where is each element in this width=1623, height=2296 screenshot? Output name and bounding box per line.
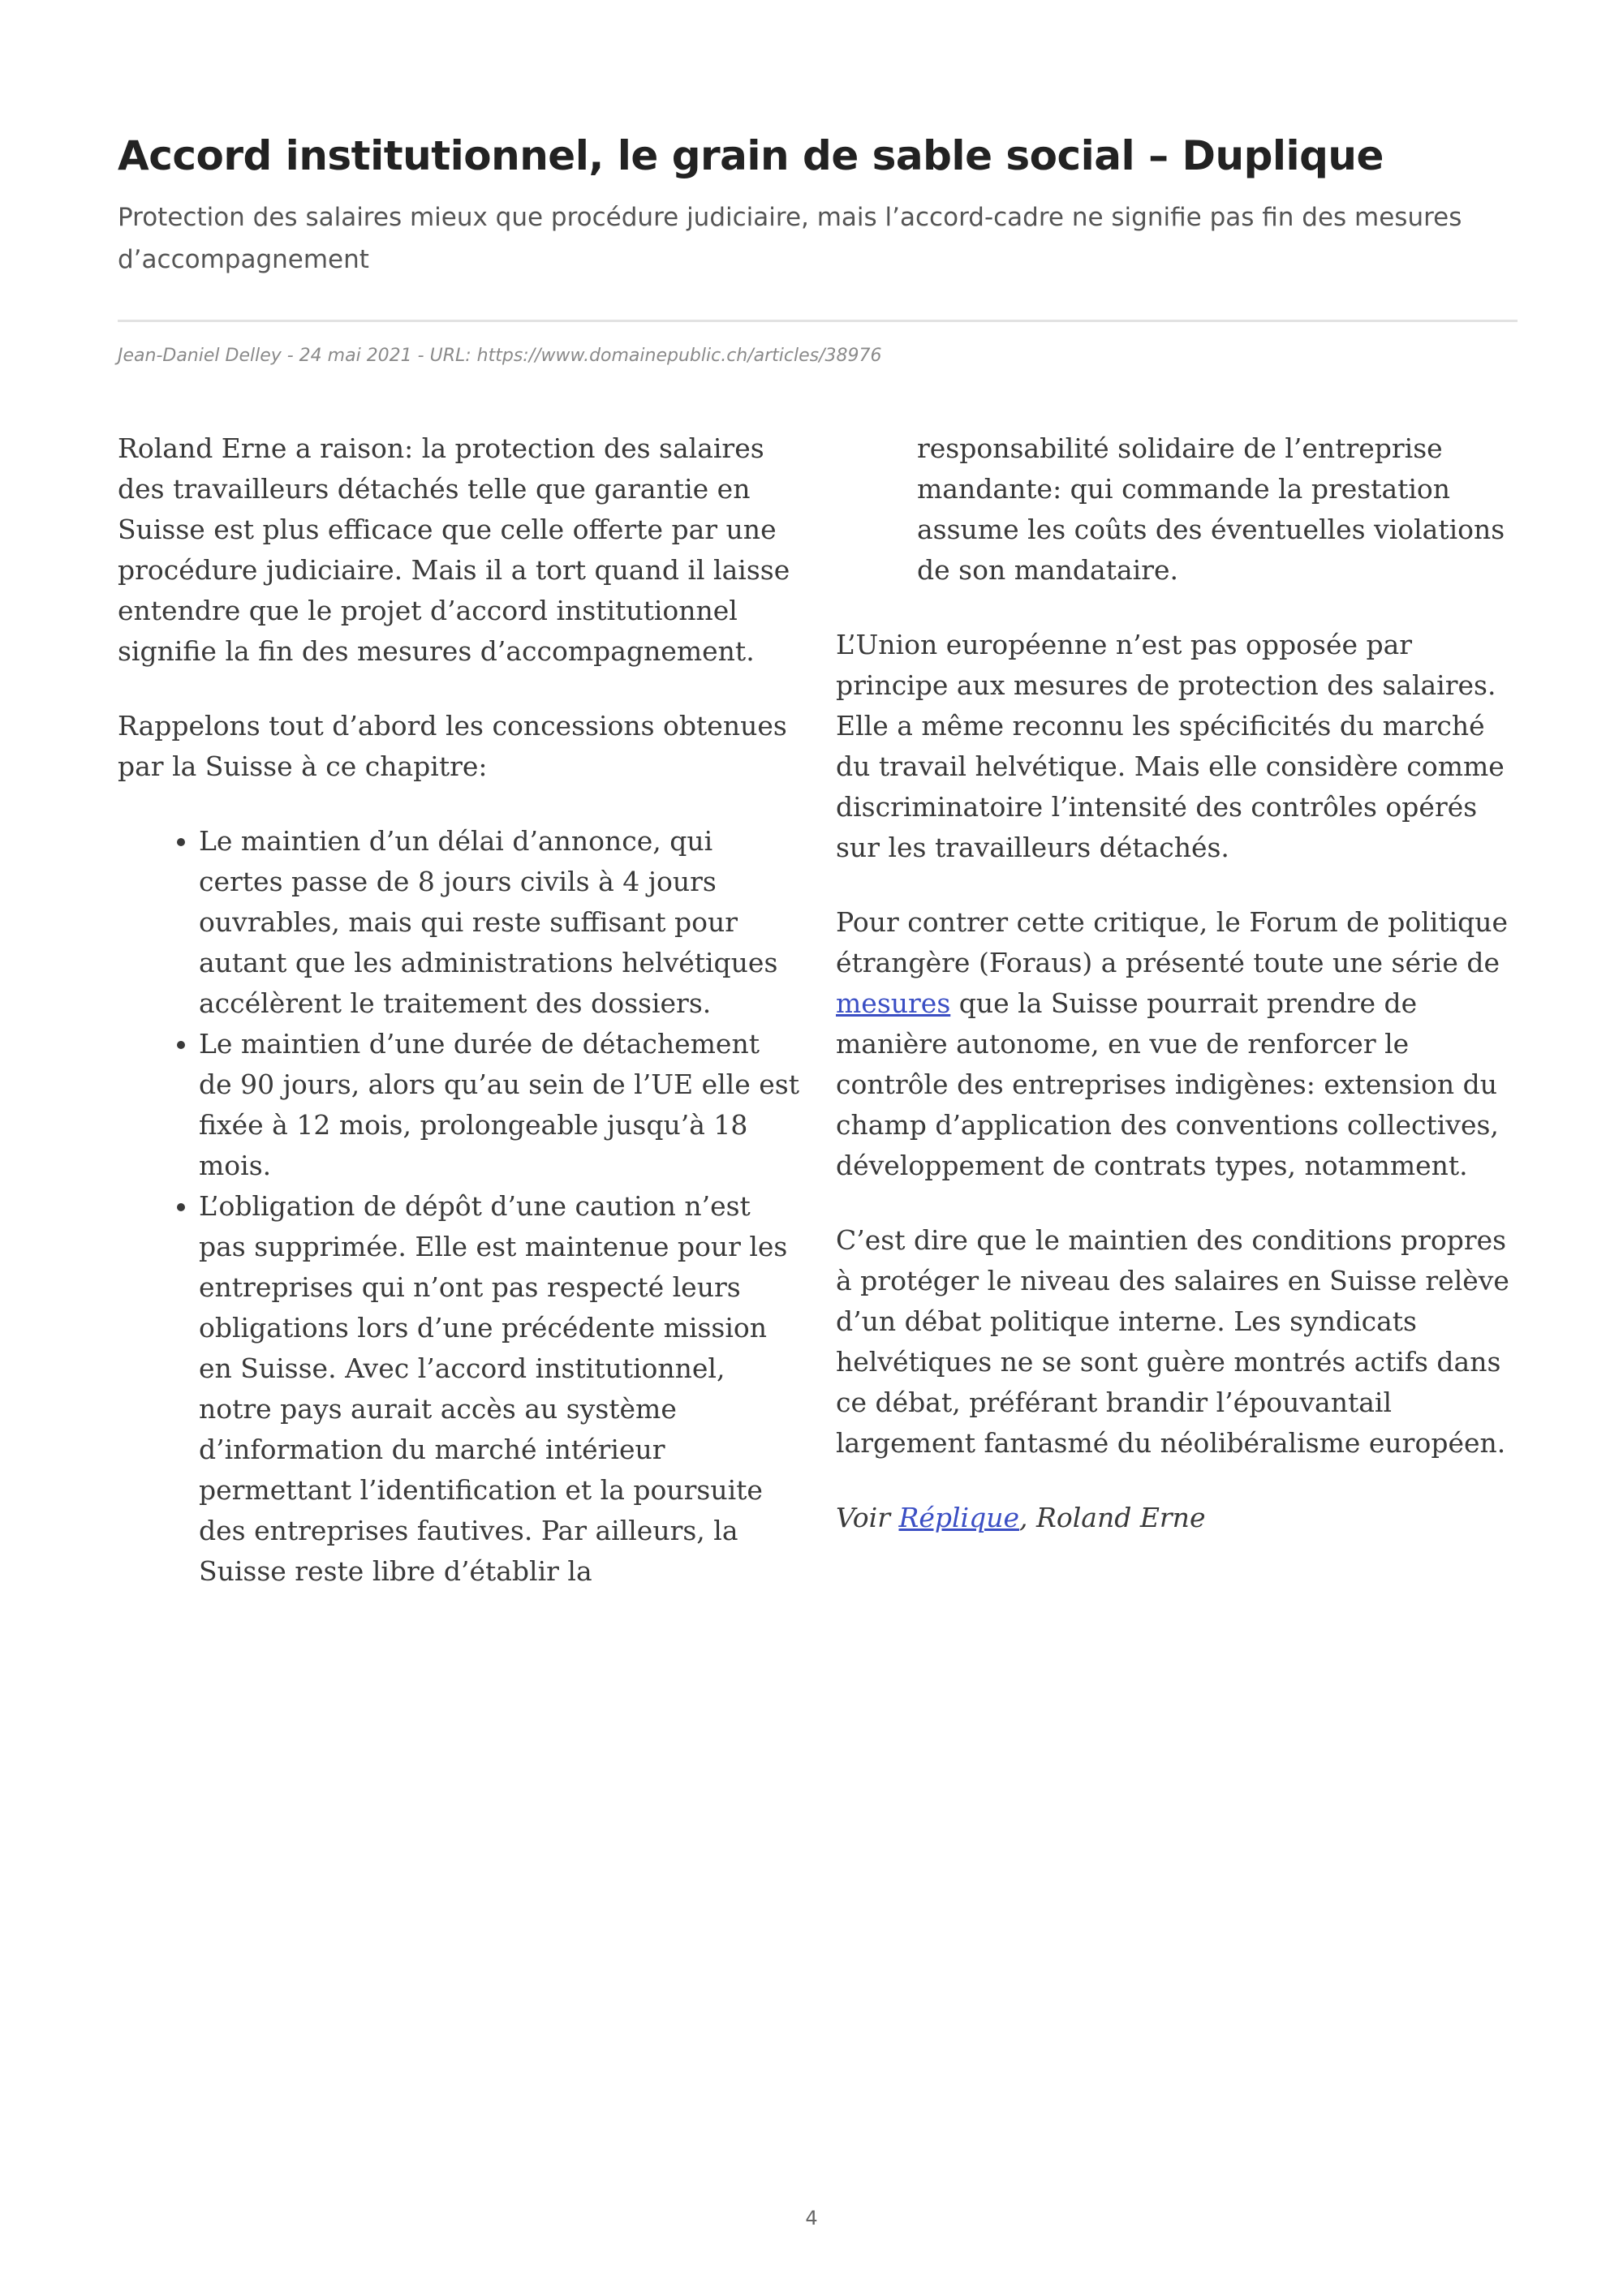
article-subtitle: Protection des salaires mieux que procédure judiciaire, mais l’accord-cadre ne signifie pas fin des mesures d’accompagnement [118,203,1462,274]
left-column [118,428,799,1626]
page-number: 4 [805,2207,818,2229]
article-header [118,130,1518,281]
right-column [836,428,1518,1572]
paragraph-2: Rappelons tout d’abord les concessions obtenues par la Suisse à ce chapitre: [118,710,787,782]
see-also [836,1498,1518,1538]
list-item: • L’obligation de dépôt d’une caution n’est pas supprimée. Elle est maintenue pour les entreprises qui n’ont pas respecté leurs obligations lors d’une précédente mission en Suisse. Avec l’accord institutionnel, notre pays aurait accès au système d’information du marché intérieur permettant l’identification et la poursuite des entreprises fautives. Par ailleurs, la Suisse reste libre d’établir la [199,1186,799,1592]
paragraph-5: C’est dire que le maintien des conditions propres à protéger le niveau des salaires en Suisse relève d’un débat politique interne. Les syndicats helvétiques ne se sont guère montrés actifs dans ce débat, préférant brandir l’épouvantail largement fantasmé du néolibéralisme européen. [836,1224,1509,1459]
list-item: • Le maintien d’une durée de détachement de 90 jours, alors qu’au sein de l’UE elle est fixée à 12 mois, prolongeable jusqu’à 18 mois. [199,1024,799,1186]
paragraph-4 [836,902,1518,1186]
header-divider [118,320,1518,322]
concessions-list [118,821,799,1592]
paragraph-3: L’Union européenne n’est pas opposée par principe aux mesures de protection des salaires. Elle a même reconnu les spécificités du marché du travail helvétique. Mais elle considère comme discriminatoire l’intensité des contrôles opérés sur les travailleurs détachés. [836,629,1505,863]
see-also-suffix: , Roland Erne [1019,1502,1206,1533]
paragraph-4-text-after: que la Suisse pourrait prendre de manière autonome, en vue de renforcer le contrôle des entreprises indigènes: extension du champ d’application des conventions collectives, développement de contrats types, notamment. [836,987,1499,1181]
article-title: Accord institutionnel, le grain de sable social – Duplique [118,132,1384,179]
article-body [118,428,1518,1645]
article-meta: Jean-Daniel Delley - 24 mai 2021 - URL: https://www.domainepublic.ch/articles/38976 [118,346,882,366]
paragraph-4-text-before: Pour contrer cette critique, le Forum de politique étrangère (Foraus) a présenté toute une série de [836,906,1509,978]
mesures-link[interactable]: mesures [836,987,951,1019]
see-also-prefix: Voir [836,1502,899,1533]
replique-link[interactable]: Réplique [898,1502,1020,1533]
list-item: • Le maintien d’un délai d’annonce, qui certes passe de 8 jours civils à 4 jours ouvrables, mais qui reste suffisant pour autant que les administrations helvétiques accélèrent le traitement des dossiers. [199,821,799,1024]
paragraph-1: Roland Erne a raison: la protection des salaires des travailleurs détachés telle que garantie en Suisse est plus efficace que celle offerte par une procédure judiciaire. Mais il a tort quand il laisse entendre que le projet d’accord institutionnel signifie la fin des mesures d’accompagnement. [118,432,790,667]
list-item-continuation: responsabilité solidaire de l’entreprise mandante: qui commande la prestation assume les coûts des éventuelles violations de son mandataire. [917,432,1505,586]
